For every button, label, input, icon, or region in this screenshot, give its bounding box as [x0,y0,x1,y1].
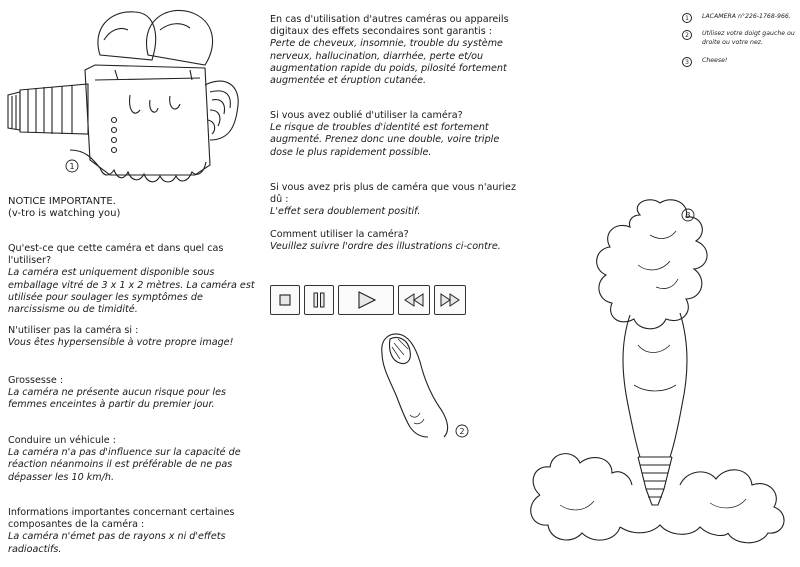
left-section-what [8,243,258,316]
side-note-3 [682,57,800,66]
fast-forward-button [434,285,466,315]
section-answer: Perte de cheveux, insomnie, trouble du système nerveux, hallucination, diarrhée, perte et/ou augmentation rapide du poids, pilosité fortement augmentée et éruption cutanée. [270,38,507,87]
section-question: Informations importantes concernant certaines composantes de la caméra : [8,507,235,531]
side-note-text: Cheese! [702,57,728,64]
figure-label-3 [682,209,694,221]
pause-icon [305,286,333,314]
side-note-text: Utilisez votre doigt gauche ou droite ou votre nez. [702,30,795,46]
side-note-number: 3 [682,57,692,67]
side-note-text: LACAMERA n°226-1768-966. [702,13,791,20]
section-answer: Veuillez suivre l'ordre des illustrations ci-contre. [270,241,501,253]
section-answer: Vous êtes hypersensible à votre propre image! [8,337,234,349]
section-answer: La caméra n'émet pas de rayons x ni d'effets radioactifs. [8,531,226,555]
side-note-number: 1 [682,13,692,23]
left-section-driving [8,435,258,484]
svg-text:2: 2 [459,427,465,436]
section-answer: La caméra ne présente aucun risque pour les femmes enceintes à partir du premier jour. [8,387,226,411]
section-answer: L'effet sera doublement positif. [270,206,421,218]
smoke-illustration [520,195,800,555]
middle-section-forgot [270,110,510,159]
middle-section-how-to [270,229,520,253]
figure-label-1 [66,160,78,172]
section-answer: La caméra est uniquement disponible sous emballage vitré de 3 x 1 x 2 mètres. La caméra est utilisée pour soulager les symptômes de narcissisme ou de timidité. [8,267,255,316]
pause-button [304,285,334,315]
section-question: Comment utiliser la caméra? [270,229,409,240]
stop-icon [271,286,299,314]
figure-label-2 [456,425,468,437]
middle-section-side-effects [270,14,510,87]
section-question: Conduire un véhicule : [8,435,116,446]
notice-title: NOTICE IMPORTANTE. [8,196,116,207]
play-button [338,285,394,315]
side-note-2 [682,30,800,47]
playback-controls [270,285,470,315]
rewind-icon [399,286,429,314]
section-question: Si vous avez pris plus de caméra que vous n'auriez dû : [270,182,516,206]
finger-illustration [370,325,510,445]
section-question: Qu'est-ce que cette caméra et dans quel cas l'utiliser? [8,243,224,267]
side-note-1 [682,13,800,22]
rewind-button [398,285,430,315]
camera-illustration [0,0,250,185]
stop-button [270,285,300,315]
fast-forward-icon [435,286,465,314]
svg-text:1: 1 [69,162,75,171]
section-answer: La caméra n'a pas d'influence sur la capacité de réaction néanmoins il est préférable de ne pas dépasser les 10 km/h. [8,447,241,483]
left-section-contraindication [8,325,258,349]
side-note-number: 2 [682,30,692,40]
section-question: Si vous avez oublié d'utiliser la caméra? [270,110,463,121]
left-section-pregnancy [8,375,258,412]
left-section-components [8,507,258,556]
section-question: Grossesse : [8,375,64,386]
notice-heading [8,196,248,220]
section-question: N'utiliser pas la caméra si : [8,325,139,336]
play-icon [339,286,393,314]
notice-subtitle: (v-tro is watching you) [8,208,121,219]
middle-section-overdose [270,182,520,219]
section-answer: Le risque de troubles d'identité est fortement augmenté. Prenez donc une double, voire triple dose le plus rapidement possible. [270,122,500,158]
svg-text:3: 3 [685,211,691,220]
section-question: En cas d'utilisation d'autres caméras ou appareils digitaux des effets secondaires sont garantis : [270,14,509,38]
